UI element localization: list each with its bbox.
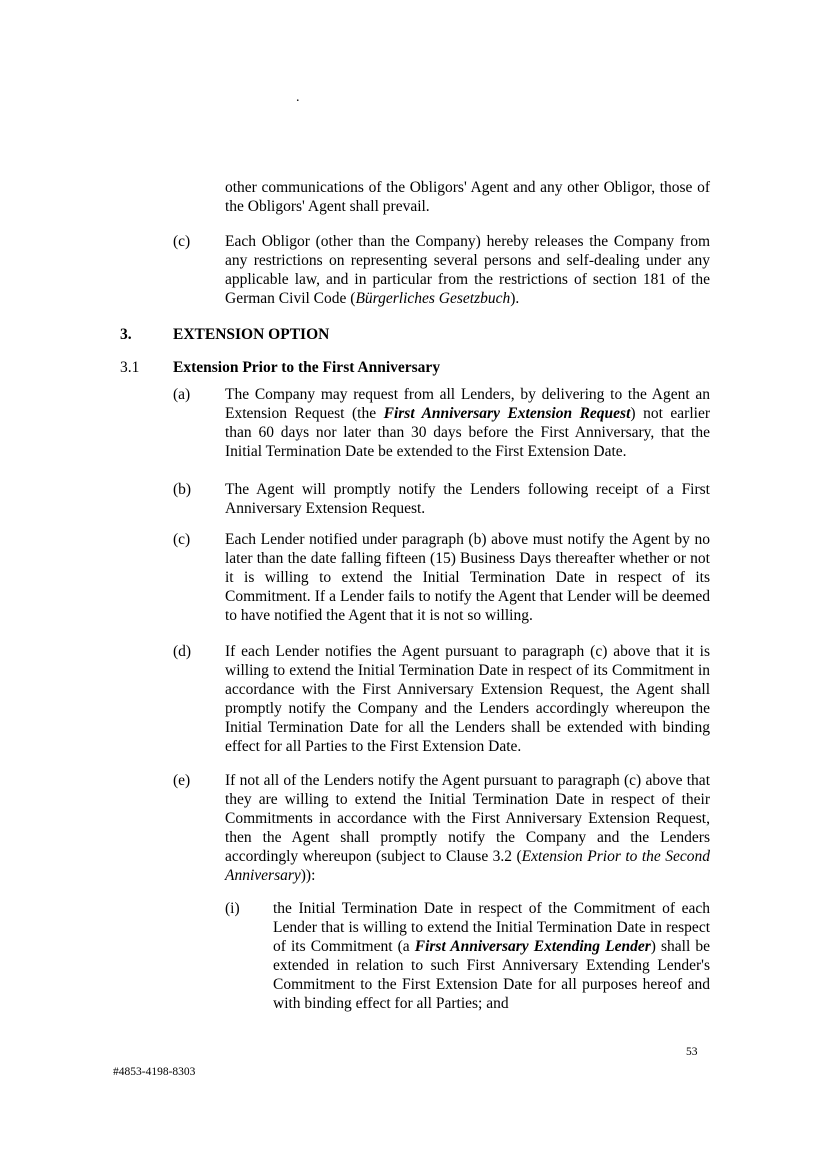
clause-a: [173, 385, 710, 461]
page-content: [0, 178, 825, 1013]
clause-text: If each Lender notifies the Agent pursuant to paragraph (c) above that it is willing to extend the Initial Termination Date in respect of its Commitment in accordance with the First Anniversary Extension Request, the Agent shall promptly notify the Company and the Lenders accordingly whereupon the Initial Termination Date for all the Lenders shall be extended with binding effect for all Parties to the First Extension Date.: [225, 643, 710, 755]
subclause-marker: (i): [225, 900, 240, 917]
clause-c-notify: [173, 530, 710, 625]
section-number: 3.: [120, 326, 132, 343]
stray-dot-mark: .: [296, 90, 300, 105]
clause-text: If not all of the Lenders notify the Agent pursuant to paragraph (c) above that they are willing to extend the Initial Termination Date in respect of their Commitments in accordance with the First Anniversary Extension Request, then the Agent shall promptly notify the Company and the Lenders accordingly whereupon (subject to Clause 3.2 (Extension Prior to the Second Anniversary)):: [225, 772, 710, 884]
clause-text: Each Obligor (other than the Company) hereby releases the Company from any restrictions on representing several persons and self-dealing under any applicable law, and in particular from the restrictions of section 181 of the German Civil Code (Bürgerliches Gesetzbuch).: [225, 233, 710, 307]
subclause-i: [225, 899, 710, 1013]
section-3-heading: [120, 325, 710, 344]
clause-marker: (c): [173, 233, 191, 250]
subclause-text: the Initial Termination Date in respect of the Commitment of each Lender that is willing to extend the Initial Termination Date in respect of its Commitment (a First Anniversary Extending Lender) shall be extended in relation to such First Anniversary Extending Lender's Commitment to the First Extension Date for all purposes hereof and with binding effect for all Parties; and: [273, 900, 710, 1012]
document-id-footer: #4853-4198-8303: [113, 1066, 196, 1078]
clause-marker: (e): [173, 772, 191, 789]
clause-text: Each Lender notified under paragraph (b) above must notify the Agent by no later than the date falling fifteen (15) Business Days thereafter whether or not it is willing to extend the Initial Termination Date in respect of its Commitment. If a Lender fails to notify the Agent that Lender will be deemed to have notified the Agent that it is not so willing.: [225, 531, 710, 624]
clause-b: [173, 480, 710, 518]
clause-marker: (b): [173, 481, 192, 498]
clause-text: The Agent will promptly notify the Lenders following receipt of a First Anniversary Extension Request.: [225, 481, 710, 517]
clause-c-release: [173, 232, 710, 308]
clause-marker: (a): [173, 386, 191, 403]
clause-marker: (d): [173, 643, 192, 660]
clause-e: [173, 771, 710, 885]
continuation-paragraph: other communications of the Obligors' Agent and any other Obligor, those of the Obligors' Agent shall prevail.: [225, 179, 710, 215]
subsection-number: 3.1: [120, 359, 140, 376]
section-title: EXTENSION OPTION: [173, 326, 330, 343]
clause-text: The Company may request from all Lenders, by delivering to the Agent an Extension Request (the First Anniversary Extension Request) not earlier than 60 days nor later than 30 days before the First Anniversary, that the Initial Termination Date be extended to the First Extension Date.: [225, 386, 710, 460]
clause-d: [173, 642, 710, 756]
page-number: 53: [686, 1046, 698, 1058]
subsection-3-1-heading: [120, 358, 710, 377]
subsection-title: Extension Prior to the First Anniversary: [173, 359, 441, 376]
clause-marker: (c): [173, 531, 191, 548]
